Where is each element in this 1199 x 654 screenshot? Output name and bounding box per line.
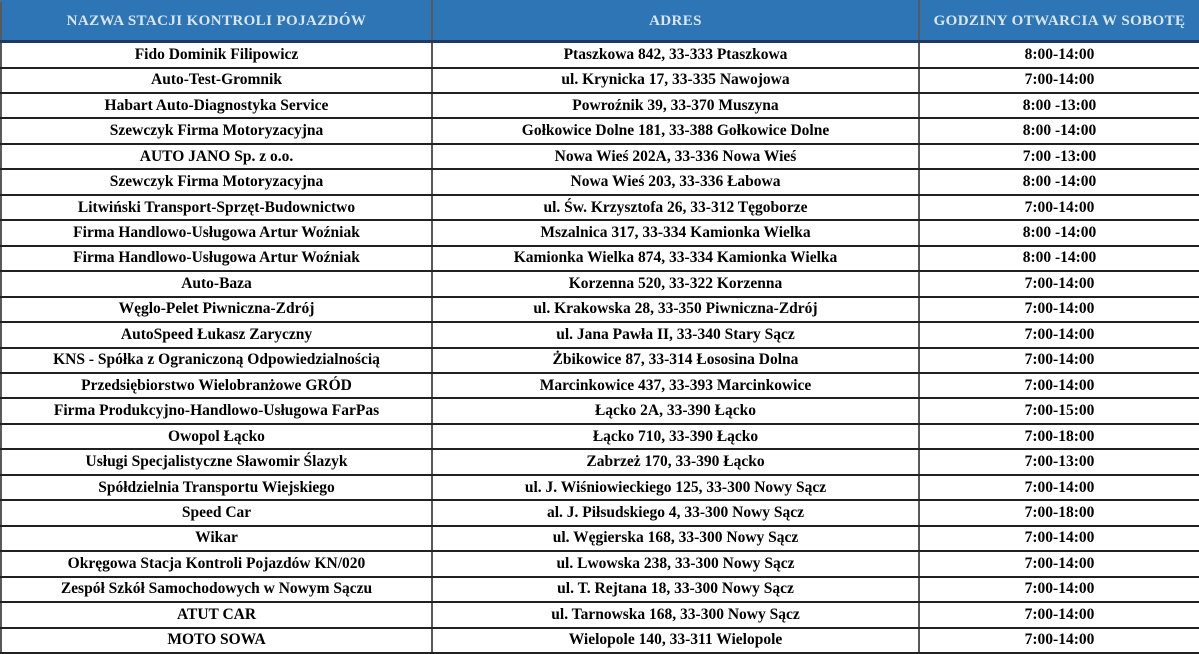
- table-row: [1, 246, 1199, 271]
- hours-cell: 7:00-14:00: [919, 475, 1199, 500]
- address-cell: ul. Św. Krzysztofa 26, 33-312 Tęgoborze: [432, 195, 919, 220]
- station-name-cell: Spółdzielnia Transportu Wiejskiego: [1, 475, 432, 500]
- station-name-cell: Firma Handlowo-Usługowa Artur Woźniak: [1, 220, 432, 245]
- address-cell: Powroźnik 39, 33-370 Muszyna: [432, 93, 919, 118]
- table-row: [1, 424, 1199, 449]
- address-cell: Zabrzeż 170, 33-390 Łącko: [432, 449, 919, 474]
- column-header-address: ADRES: [432, 1, 919, 42]
- address-cell: ul. Tarnowska 168, 33-300 Nowy Sącz: [432, 602, 919, 627]
- address-cell: ul. T. Rejtana 18, 33-300 Nowy Sącz: [432, 577, 919, 602]
- address-cell: Korzenna 520, 33-322 Korzenna: [432, 271, 919, 296]
- station-name-cell: Habart Auto-Diagnostyka Service: [1, 93, 432, 118]
- table-row: [1, 42, 1199, 68]
- address-cell: Mszalnica 317, 33-334 Kamionka Wielka: [432, 220, 919, 245]
- station-name-cell: MOTO SOWA: [1, 628, 432, 654]
- station-name-cell: Speed Car: [1, 500, 432, 525]
- station-name-cell: Zespół Szkół Samochodowych w Nowym Sączu: [1, 577, 432, 602]
- hours-cell: 7:00-14:00: [919, 271, 1199, 296]
- hours-cell: 7:00-14:00: [919, 526, 1199, 551]
- table-row: [1, 322, 1199, 347]
- table-row: [1, 297, 1199, 322]
- table-row: [1, 348, 1199, 373]
- station-name-cell: Firma Produkcyjno-Handlowo-Usługowa FarPas: [1, 398, 432, 423]
- address-cell: Żbikowice 87, 33-314 Łososina Dolna: [432, 348, 919, 373]
- table-body: [1, 42, 1199, 654]
- hours-cell: 7:00-14:00: [919, 322, 1199, 347]
- hours-cell: 7:00-14:00: [919, 628, 1199, 654]
- table-row: [1, 144, 1199, 169]
- table-row: [1, 602, 1199, 627]
- hours-cell: 7:00-14:00: [919, 577, 1199, 602]
- hours-cell: 8:00 -14:00: [919, 118, 1199, 143]
- hours-cell: 7:00-14:00: [919, 373, 1199, 398]
- address-cell: Łącko 710, 33-390 Łącko: [432, 424, 919, 449]
- station-name-cell: Szewczyk Firma Motoryzacyjna: [1, 169, 432, 194]
- hours-cell: 7:00-13:00: [919, 449, 1199, 474]
- address-cell: ul. Jana Pawła II, 33-340 Stary Sącz: [432, 322, 919, 347]
- hours-cell: 7:00-14:00: [919, 602, 1199, 627]
- address-cell: al. J. Piłsudskiego 4, 33-300 Nowy Sącz: [432, 500, 919, 525]
- hours-cell: 7:00-14:00: [919, 68, 1199, 93]
- station-name-cell: Wikar: [1, 526, 432, 551]
- table-row: [1, 500, 1199, 525]
- station-name-cell: Przedsiębiorstwo Wielobranżowe GRÓD: [1, 373, 432, 398]
- hours-cell: 7:00-14:00: [919, 297, 1199, 322]
- table-row: [1, 628, 1199, 654]
- hours-cell: 7:00 -13:00: [919, 144, 1199, 169]
- column-header-saturday-hours: GODZINY OTWARCIA W SOBOTĘ: [919, 1, 1199, 42]
- table-row: [1, 373, 1199, 398]
- hours-cell: 7:00-14:00: [919, 348, 1199, 373]
- hours-cell: 7:00-15:00: [919, 398, 1199, 423]
- station-name-cell: Auto-Test-Gromnik: [1, 68, 432, 93]
- station-name-cell: Litwiński Transport-Sprzęt-Budownictwo: [1, 195, 432, 220]
- header-row: [1, 1, 1199, 42]
- address-cell: Nowa Wieś 203, 33-336 Łabowa: [432, 169, 919, 194]
- hours-cell: 8:00 -14:00: [919, 169, 1199, 194]
- station-name-cell: AUTO JANO Sp. z o.o.: [1, 144, 432, 169]
- hours-cell: 8:00-14:00: [919, 42, 1199, 68]
- hours-cell: 7:00-18:00: [919, 424, 1199, 449]
- hours-cell: 7:00-14:00: [919, 195, 1199, 220]
- address-cell: Wielopole 140, 33-311 Wielopole: [432, 628, 919, 654]
- station-name-cell: Okręgowa Stacja Kontroli Pojazdów KN/020: [1, 551, 432, 576]
- table-row: [1, 93, 1199, 118]
- address-cell: Gołkowice Dolne 181, 33-388 Gołkowice Dolne: [432, 118, 919, 143]
- station-name-cell: Szewczyk Firma Motoryzacyjna: [1, 118, 432, 143]
- column-header-station-name: NAZWA STACJI KONTROLI POJAZDÓW: [1, 1, 432, 42]
- station-name-cell: Fido Dominik Filipowicz: [1, 42, 432, 68]
- station-name-cell: ATUT CAR: [1, 602, 432, 627]
- table-row: [1, 271, 1199, 296]
- station-name-cell: Firma Handlowo-Usługowa Artur Woźniak: [1, 246, 432, 271]
- table-row: [1, 169, 1199, 194]
- table-row: [1, 195, 1199, 220]
- table-row: [1, 577, 1199, 602]
- address-cell: ul. Krynicka 17, 33-335 Nawojowa: [432, 68, 919, 93]
- hours-cell: 8:00 -14:00: [919, 220, 1199, 245]
- address-cell: Kamionka Wielka 874, 33-334 Kamionka Wielka: [432, 246, 919, 271]
- station-name-cell: Usługi Specjalistyczne Sławomir Ślazyk: [1, 449, 432, 474]
- station-name-cell: AutoSpeed Łukasz Zaryczny: [1, 322, 432, 347]
- address-cell: Marcinkowice 437, 33-393 Marcinkowice: [432, 373, 919, 398]
- hours-cell: 8:00 -13:00: [919, 93, 1199, 118]
- address-cell: ul. Lwowska 238, 33-300 Nowy Sącz: [432, 551, 919, 576]
- address-cell: Łącko 2A, 33-390 Łącko: [432, 398, 919, 423]
- address-cell: Ptaszkowa 842, 33-333 Ptaszkowa: [432, 42, 919, 68]
- hours-cell: 7:00-18:00: [919, 500, 1199, 525]
- hours-cell: 7:00-14:00: [919, 551, 1199, 576]
- table-row: [1, 220, 1199, 245]
- table-row: [1, 526, 1199, 551]
- address-cell: Nowa Wieś 202A, 33-336 Nowa Wieś: [432, 144, 919, 169]
- table-row: [1, 118, 1199, 143]
- hours-cell: 8:00 -14:00: [919, 246, 1199, 271]
- table-row: [1, 449, 1199, 474]
- address-cell: ul. J. Wiśniowieckiego 125, 33-300 Nowy Sącz: [432, 475, 919, 500]
- address-cell: ul. Krakowska 28, 33-350 Piwniczna-Zdrój: [432, 297, 919, 322]
- station-name-cell: Auto-Baza: [1, 271, 432, 296]
- table-row: [1, 398, 1199, 423]
- table-row: [1, 551, 1199, 576]
- station-name-cell: Owopol Łącko: [1, 424, 432, 449]
- table-row: [1, 68, 1199, 93]
- station-name-cell: Węglo-Pelet Piwniczna-Zdrój: [1, 297, 432, 322]
- table-row: [1, 475, 1199, 500]
- address-cell: ul. Węgierska 168, 33-300 Nowy Sącz: [432, 526, 919, 551]
- station-name-cell: KNS - Spółka z Ograniczoną Odpowiedzialnością: [1, 348, 432, 373]
